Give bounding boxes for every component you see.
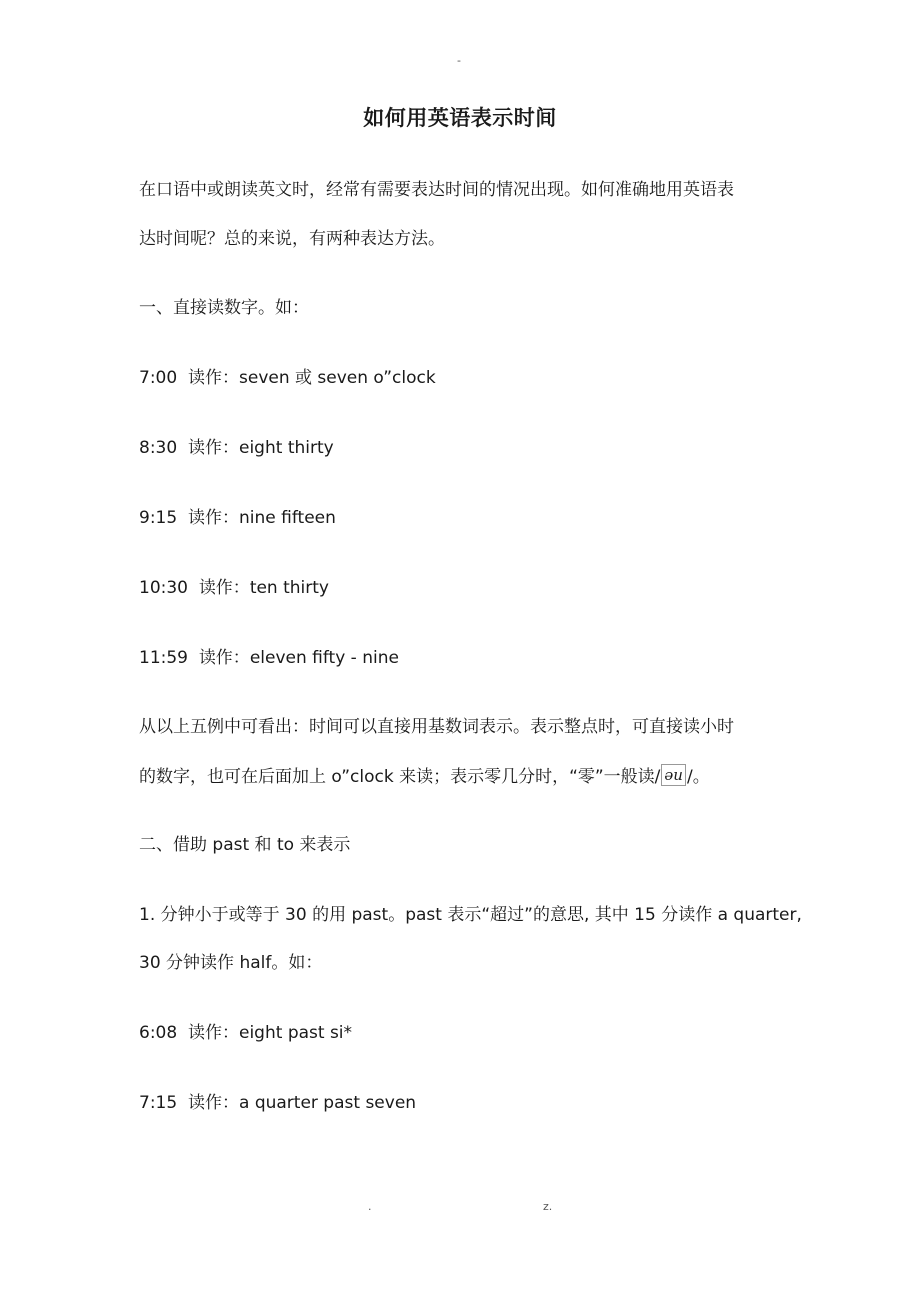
footer-right-mark: z. [543,1200,553,1213]
example-time: 6:08 [139,1023,178,1043]
example-reading: eight past si* [239,1023,353,1043]
example-row [139,366,436,390]
example-row [139,1091,416,1115]
example-reading: nine fifteen [239,508,336,528]
summary-line-2 [139,764,710,789]
intro-line-2: 达时间呢？总的来说，有两种表达方法。 [139,229,445,249]
example-time: 10:30 [139,578,188,598]
example-label: 读作： [188,438,239,458]
section1-heading: 一、直接读数字。如： [139,298,309,318]
example-row [139,576,329,600]
summary-text-after: /。 [686,767,710,787]
page-title: 如何用英语表示时间 [363,106,557,130]
example-reading: eleven fifty - nine [249,648,399,668]
rule1-line-2: 30 分钟读作 half。如： [139,953,323,973]
example-label: 读作： [198,578,250,598]
example-row [139,646,399,670]
intro-line-1: 在口语中或朗读英文时，经常有需要表达时间的情况出现。如何准确地用英语表 [139,180,734,200]
header-mark: - [457,54,461,67]
example-label: 读作： [188,368,239,388]
example-label: 读作： [188,1093,239,1113]
example-row [139,506,336,530]
example-reading: eight thirty [239,438,334,458]
example-row [139,436,334,460]
example-time: 11:59 [139,648,188,668]
example-time: 8:30 [139,438,178,458]
example-time: 7:00 [139,368,178,388]
example-reading: ten thirty [249,578,329,598]
example-reading: seven 或 seven o”clock [239,368,436,388]
phonetic-symbol: ǝu [661,764,686,786]
example-label: 读作： [188,1023,239,1043]
example-time: 9:15 [139,508,178,528]
example-time: 7:15 [139,1093,178,1113]
example-reading: a quarter past seven [239,1093,417,1113]
section2-heading: 二、借助 past 和 to 来表示 [139,835,351,855]
rule1-line-1: 1. 分钟小于或等于 30 的用 past。past 表示“超过”的意思, 其中 15 分读作 a quarter, [139,905,802,925]
summary-line-1: 从以上五例中可看出：时间可以直接用基数词表示。表示整点时，可直接读小时 [139,717,734,737]
summary-text-before: 的数字，也可在后面加上 o”clock 来读；表示零几分时，“零”一般读/ [139,767,661,787]
example-label: 读作： [198,648,250,668]
example-label: 读作： [188,508,239,528]
footer-left-mark: . [368,1200,372,1213]
example-row [139,1021,352,1045]
